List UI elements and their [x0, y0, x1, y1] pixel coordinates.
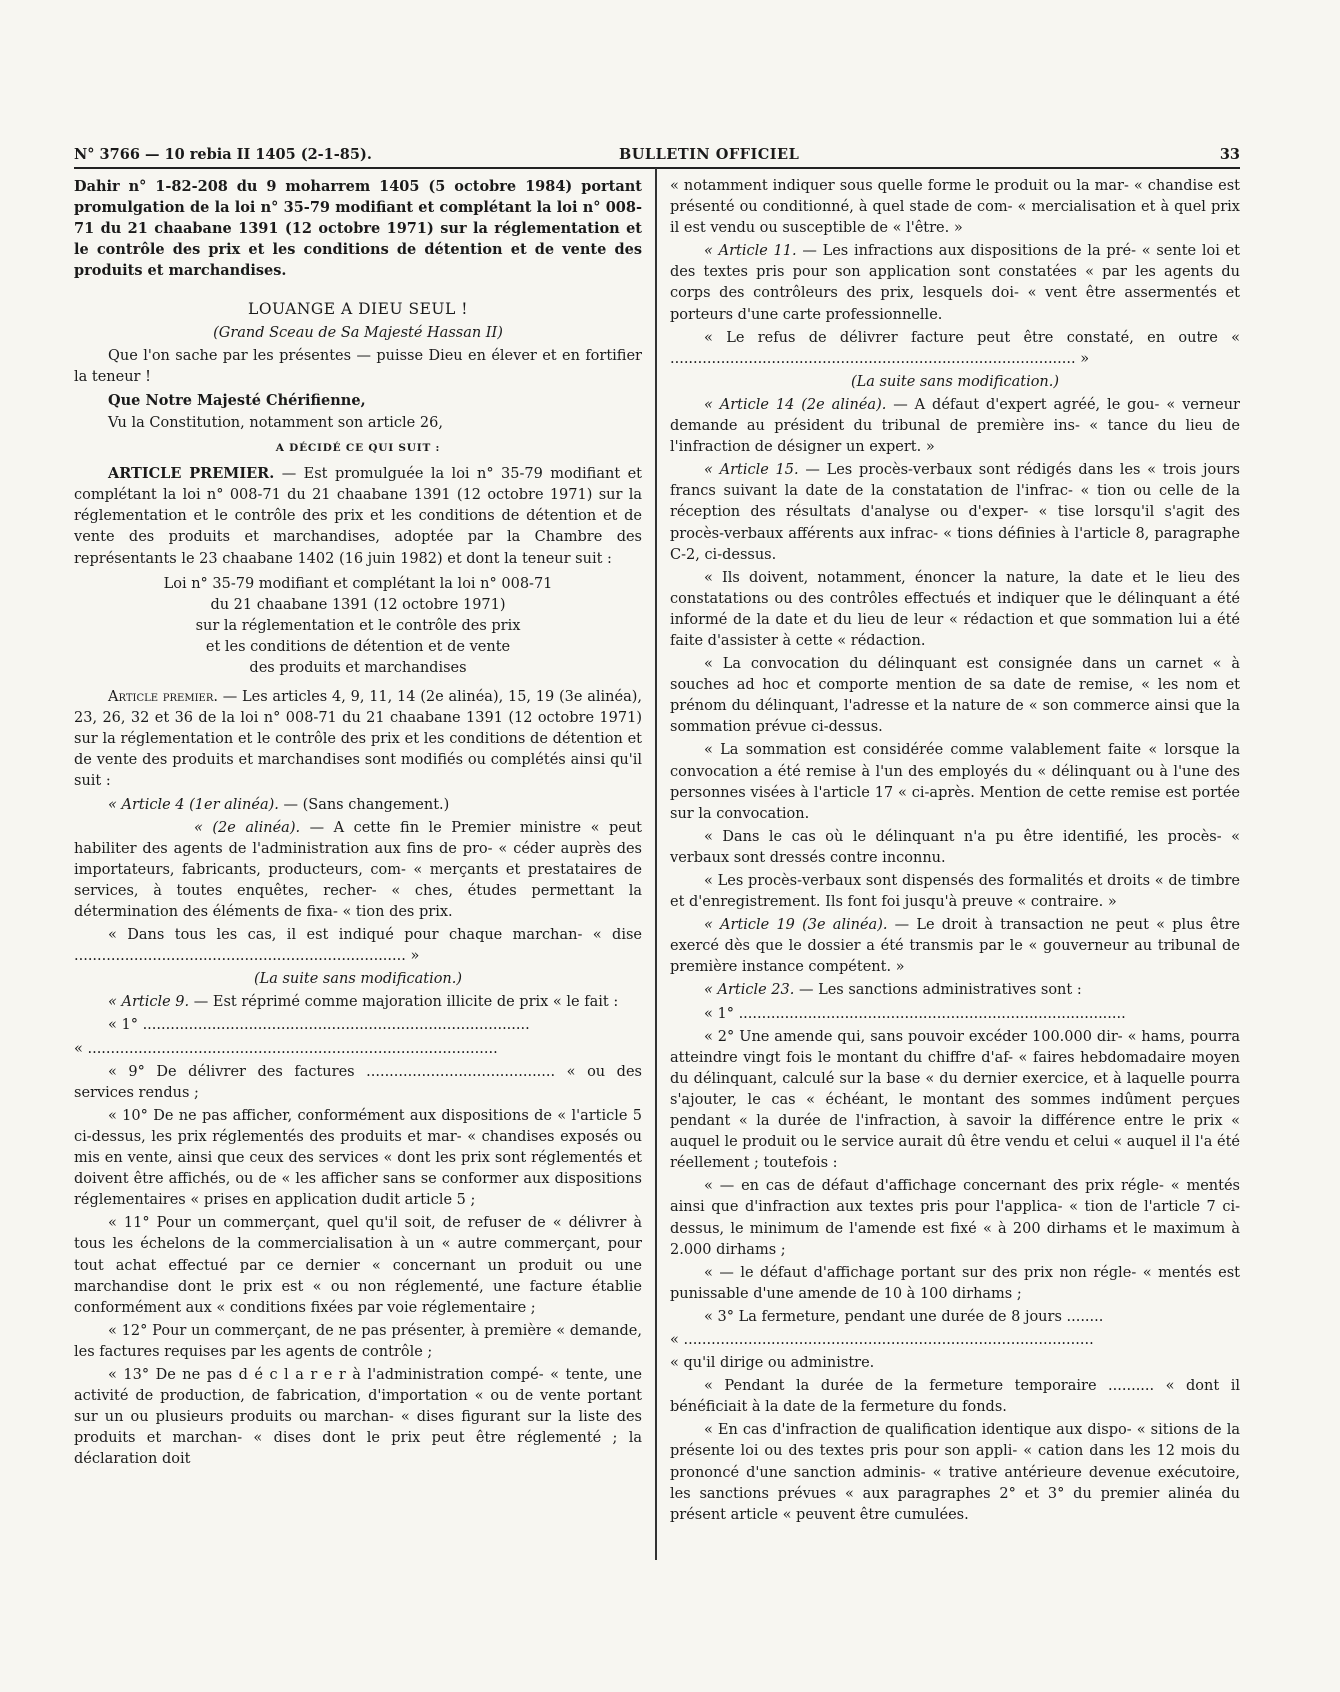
art1	[74, 687, 642, 792]
sommation: « La sommation est considérée comme valablement faite « lorsque la convocation a été remise à l'un des employés du « délinquant ou à l'une des personnes visées à l'article 17 « ci-après. Mention de cette remise est portée sur la convocation.	[670, 742, 1240, 822]
dahir-title: Dahir n° 1-82-208 du 9 moharrem 1405 (5 octobre 1984) portant promulgation de la loi n° 35-79 modifiant et complétant la loi n° 008-71 du 21 chaabane 1391 (12 octobre 1971) sur la réglementation et le contrôle des prix et les conditions de détention et de vente des produits et marchandises.	[74, 178, 642, 280]
art15-text: — Les procès-verbaux sont rédigés dans les « trois jours francs suivant la date de la constatation de l'infrac- « tion ou celle de la réception des résultats d'analyse ou d'exper- « tise lorsqu'il s'agit des procès-verbaux afférents aux infrac- « tions définies à l'article 8, paragraphe C-2, ci-dessus.	[670, 462, 1240, 563]
item-10: « 10° De ne pas afficher, conformément aux dispositions de « l'article 5 ci-dessus, les prix réglementés des produits et mar- « chandises exposés ou mis en vente, ainsi que ceux des services « dont les prix sont réglementés et doivent être affichés, ou de « les afficher sans se conformer aux dispositions réglementaires « prises en application dudit article 5 ;	[74, 1107, 642, 1209]
dots-line: « .........................................................................................	[74, 1040, 498, 1057]
item-3-fermeture: « 3° La fermeture, pendant une durée de 8 jours ........	[704, 1308, 1104, 1325]
art14	[670, 395, 1240, 458]
art19-label: « Article 19 (3e alinéa).	[704, 917, 888, 934]
art4-first	[74, 795, 642, 816]
decide-heading: A DÉCIDÉ CE QUI SUIT :	[275, 442, 441, 455]
declaration-continued: « notamment indiquer sous quelle forme le produit ou la mar- « chandise est présenté ou conditionné, à quel stade de com- « mercialisation et à quel prix il est vendu ou susceptible de « l'être. »	[670, 178, 1240, 237]
left-column	[74, 176, 642, 1472]
art9-text: — Est réprimé comme majoration illicite de prix « le fait :	[189, 994, 619, 1011]
dots-line: « .........................................................................................	[670, 1331, 1094, 1348]
art1-label: Article premier.	[108, 689, 218, 706]
article-premier-label: ARTICLE PREMIER.	[108, 465, 275, 483]
art23-text: — Les sanctions administratives sont :	[794, 982, 1082, 999]
header-rule	[74, 167, 1240, 169]
recidive: « En cas d'infraction de qualification identique aux dispo- « sitions de la présente loi ou des textes pris pour son appli- « cation dans les 12 mois du prononcé d'une sanction adminis- « trative antérieure devenue exécutoire, les sanctions prévues « aux paragraphes 2° et 3° du premier alinéa du présent article « peuvent être cumulées.	[670, 1422, 1240, 1523]
sceau: (Grand Sceau de Sa Majesté Hassan II)	[213, 324, 503, 341]
art15-label: « Article 15.	[704, 462, 799, 479]
delinquant-inconnu: « Dans le cas où le délinquant n'a pu être identifié, les procès- « verbaux sont dressés contre inconnu.	[670, 828, 1240, 866]
art4-first-text: — (Sans changement.)	[278, 796, 450, 813]
dots-line: « 1° ....................................................................................	[108, 1017, 530, 1034]
dirige-administre: « qu'il dirige ou administre.	[670, 1355, 875, 1372]
loi-title-line: sur la réglementation et le contrôle des prix	[195, 617, 521, 634]
louange: LOUANGE A DIEU SEUL !	[248, 300, 468, 319]
art14-text: — A défaut d'expert agréé, le gou- « verneur demande au président du tribunal de première ins- « tance du lieu de l'infraction de désigner un expert. »	[670, 396, 1240, 456]
convocation: « La convocation du délinquant est consignée dans un carnet « à souches ad hoc et comporte mention de sa date de remise, « les nom et prénom du délinquant, l'adresse et la nature de « son commerce ainsi que la sommation prévue ci-dessus.	[670, 656, 1240, 736]
suite-sans-modification: (La suite sans modification.)	[253, 971, 463, 988]
column-divider	[655, 168, 657, 1560]
pv-dispenses: « Les procès-verbaux sont dispensés des formalités et droits « de timbre et d'enregistrement. Ils font foi jusqu'à preuve « contraire. »	[670, 873, 1240, 911]
item-2-amende: « 2° Une amende qui, sans pouvoir excéder 100.000 dir- « hams, pourra atteindre vingt fois le montant du chiffre d'af- « faires hebdomadaire moyen du délinquant, calculé sur la base « du dernier exercice, et à laquelle pourra s'ajouter, le cas « échéant, le montant des sommes indûment perçues pendant « la durée de l'infraction, à savoir la différence entre le prix « auquel le produit ou le service aurait dû être vendu et celui « auquel il l'a été réellement ; toutefois :	[670, 1028, 1240, 1172]
art9	[74, 992, 642, 1013]
pendant-fermeture: « Pendant la durée de la fermeture temporaire .......... « dont il bénéficiait à la date de la fermeture du fonds.	[670, 1378, 1240, 1416]
art11-text: — Les infractions aux dispositions de la pré- « sente loi et des textes pris pour son application sont constatées « par les agents du corps des contrôleurs des prix, lesquels doi- « vent être assermentés et porteurs d'une carte professionnelle.	[670, 243, 1241, 323]
art11	[670, 241, 1240, 325]
art4-second	[74, 818, 642, 923]
article-premier	[74, 463, 642, 569]
ils-doivent: « Ils doivent, notamment, énoncer la nature, la date et le lieu des constatations ou des contrôles effectués et indiquer que le délinquant a été informé de la date et du lieu de leur « rédaction et que sommation lui a été faite d'assister à cette « rédaction.	[670, 569, 1240, 649]
right-column	[670, 176, 1240, 1528]
art4-first-label: « Article 4 (1er alinéa).	[108, 796, 279, 813]
item-11: « 11° Pour un commerçant, quel qu'il soit, de refuser de « délivrer à tous les échelons de la commercialisation à un « autre commerçant, pour tout achat effectué par ce dernier « concernant un produit ou une marchandise dont le prix est « ou non réglementé, une facture établie conformément aux « conditions fixées par voie réglementaire ;	[74, 1215, 642, 1316]
loi-title-line: des produits et marchandises	[249, 659, 467, 676]
article-premier-text: — Est promulguée la loi n° 35-79 modifiant et complétant la loi n° 008-71 du 21 chaabane 1391 (12 octobre 1971) sur la réglementation et le contrôle des prix et les conditions de détention et de vente des produits et marchandises, adoptée par la Chambre des représentants le 23 chaabane 1402 (16 juin 1982) et dont la teneur suit :	[74, 466, 642, 567]
art14-label: « Article 14 (2e alinéa).	[704, 396, 887, 413]
art23-label: « Article 23.	[704, 982, 795, 999]
item-12: « 12° Pour un commerçant, de ne pas présenter, à première « demande, les factures requises par les agents de contrôle ;	[74, 1322, 642, 1360]
page-header	[74, 146, 1240, 166]
art19	[670, 915, 1240, 978]
art9-label: « Article 9.	[108, 994, 190, 1011]
constitution: Vu la Constitution, notamment son article 26,	[108, 414, 443, 431]
art1-text: — Les articles 4, 9, 11, 14 (2e alinéa), 15, 19 (3e alinéa), 23, 26, 32 et 36 de la loi n° 008-71 du 21 chaabane 1391 (12 octobre 1971) sur la réglementation et le contrôle des prix et les conditions de détention et de vente des produits et marchandises sont modifiés ou complétés ainsi qu'il suit :	[74, 689, 642, 790]
art23	[670, 980, 1240, 1001]
loi-title-line: Loi n° 35-79 modifiant et complétant la loi n° 008-71	[163, 575, 553, 592]
defaut-affichage-non-reglementes: « — le défaut d'affichage portant sur des prix non régle- « mentés est punissable d'une amende de 10 à 100 dirhams ;	[670, 1264, 1240, 1302]
art4-second-label: « (2e alinéa).	[194, 819, 301, 836]
art4-second-text: — A cette fin le Premier ministre « peut habiliter des agents de l'administration aux fins de pro- « céder auprès des importateurs, fabricants, producteurs, com- « merçants et prestataires de services, à toutes enquêtes, recher- « ches, études permettant la détermination des éléments de fixa- « tion des prix.	[74, 819, 642, 920]
refus-facture: « Le refus de délivrer facture peut être constaté, en outre « ........................................................................................ »	[670, 329, 1240, 367]
suite-sans-modification: (La suite sans modification.)	[850, 373, 1060, 390]
issue-number: N° 3766 — 10 rebia II 1405 (2-1-85).	[74, 146, 372, 163]
art19-text: — Le droit à transaction ne peut « plus être exercé dès que le dossier a été transmis par le « gouverneur au tribunal de première instance compétent. »	[670, 917, 1240, 976]
dots-line: « 1° ....................................................................................	[704, 1005, 1126, 1022]
item-13: « 13° De ne pas d é c l a r e r à l'administration compé- « tente, une activité de production, de fabrication, d'importation « ou de vente portant sur un ou plusieurs produits ou marchan- « dises figurant sur la liste des produits et marchan- « dises dont le prix peut être réglementé ; la déclaration doit	[74, 1366, 642, 1468]
page-number: 33	[1219, 146, 1240, 163]
art11-label: « Article 11.	[704, 243, 797, 260]
journal-title: BULLETIN OFFICIEL	[619, 146, 800, 163]
item-9: « 9° De délivrer des factures ......................................... « ou des services rendus ;	[74, 1063, 642, 1101]
dans-tous-les-cas: « Dans tous les cas, il est indiqué pour chaque marchan- « dise ........................................................................ »	[74, 927, 642, 965]
majeste: Que Notre Majesté Chérifienne,	[108, 391, 366, 409]
que-lon-sache: Que l'on sache par les présentes — puisse Dieu en élever et en fortifier la teneur !	[74, 347, 642, 385]
loi-title-line: du 21 chaabane 1391 (12 octobre 1971)	[210, 596, 506, 613]
loi-title-line: et les conditions de détention et de vente	[205, 638, 511, 655]
art15	[670, 460, 1240, 565]
loi-title	[74, 574, 642, 679]
defaut-affichage-reglementes: « — en cas de défaut d'affichage concernant des prix régle- « mentés ainsi que d'infraction aux textes pris pour l'applica- « tion de l'article 7 ci-dessus, le minimum de l'amende est fixé « à 200 dirhams et le maximum à 2.000 dirhams ;	[670, 1178, 1240, 1258]
